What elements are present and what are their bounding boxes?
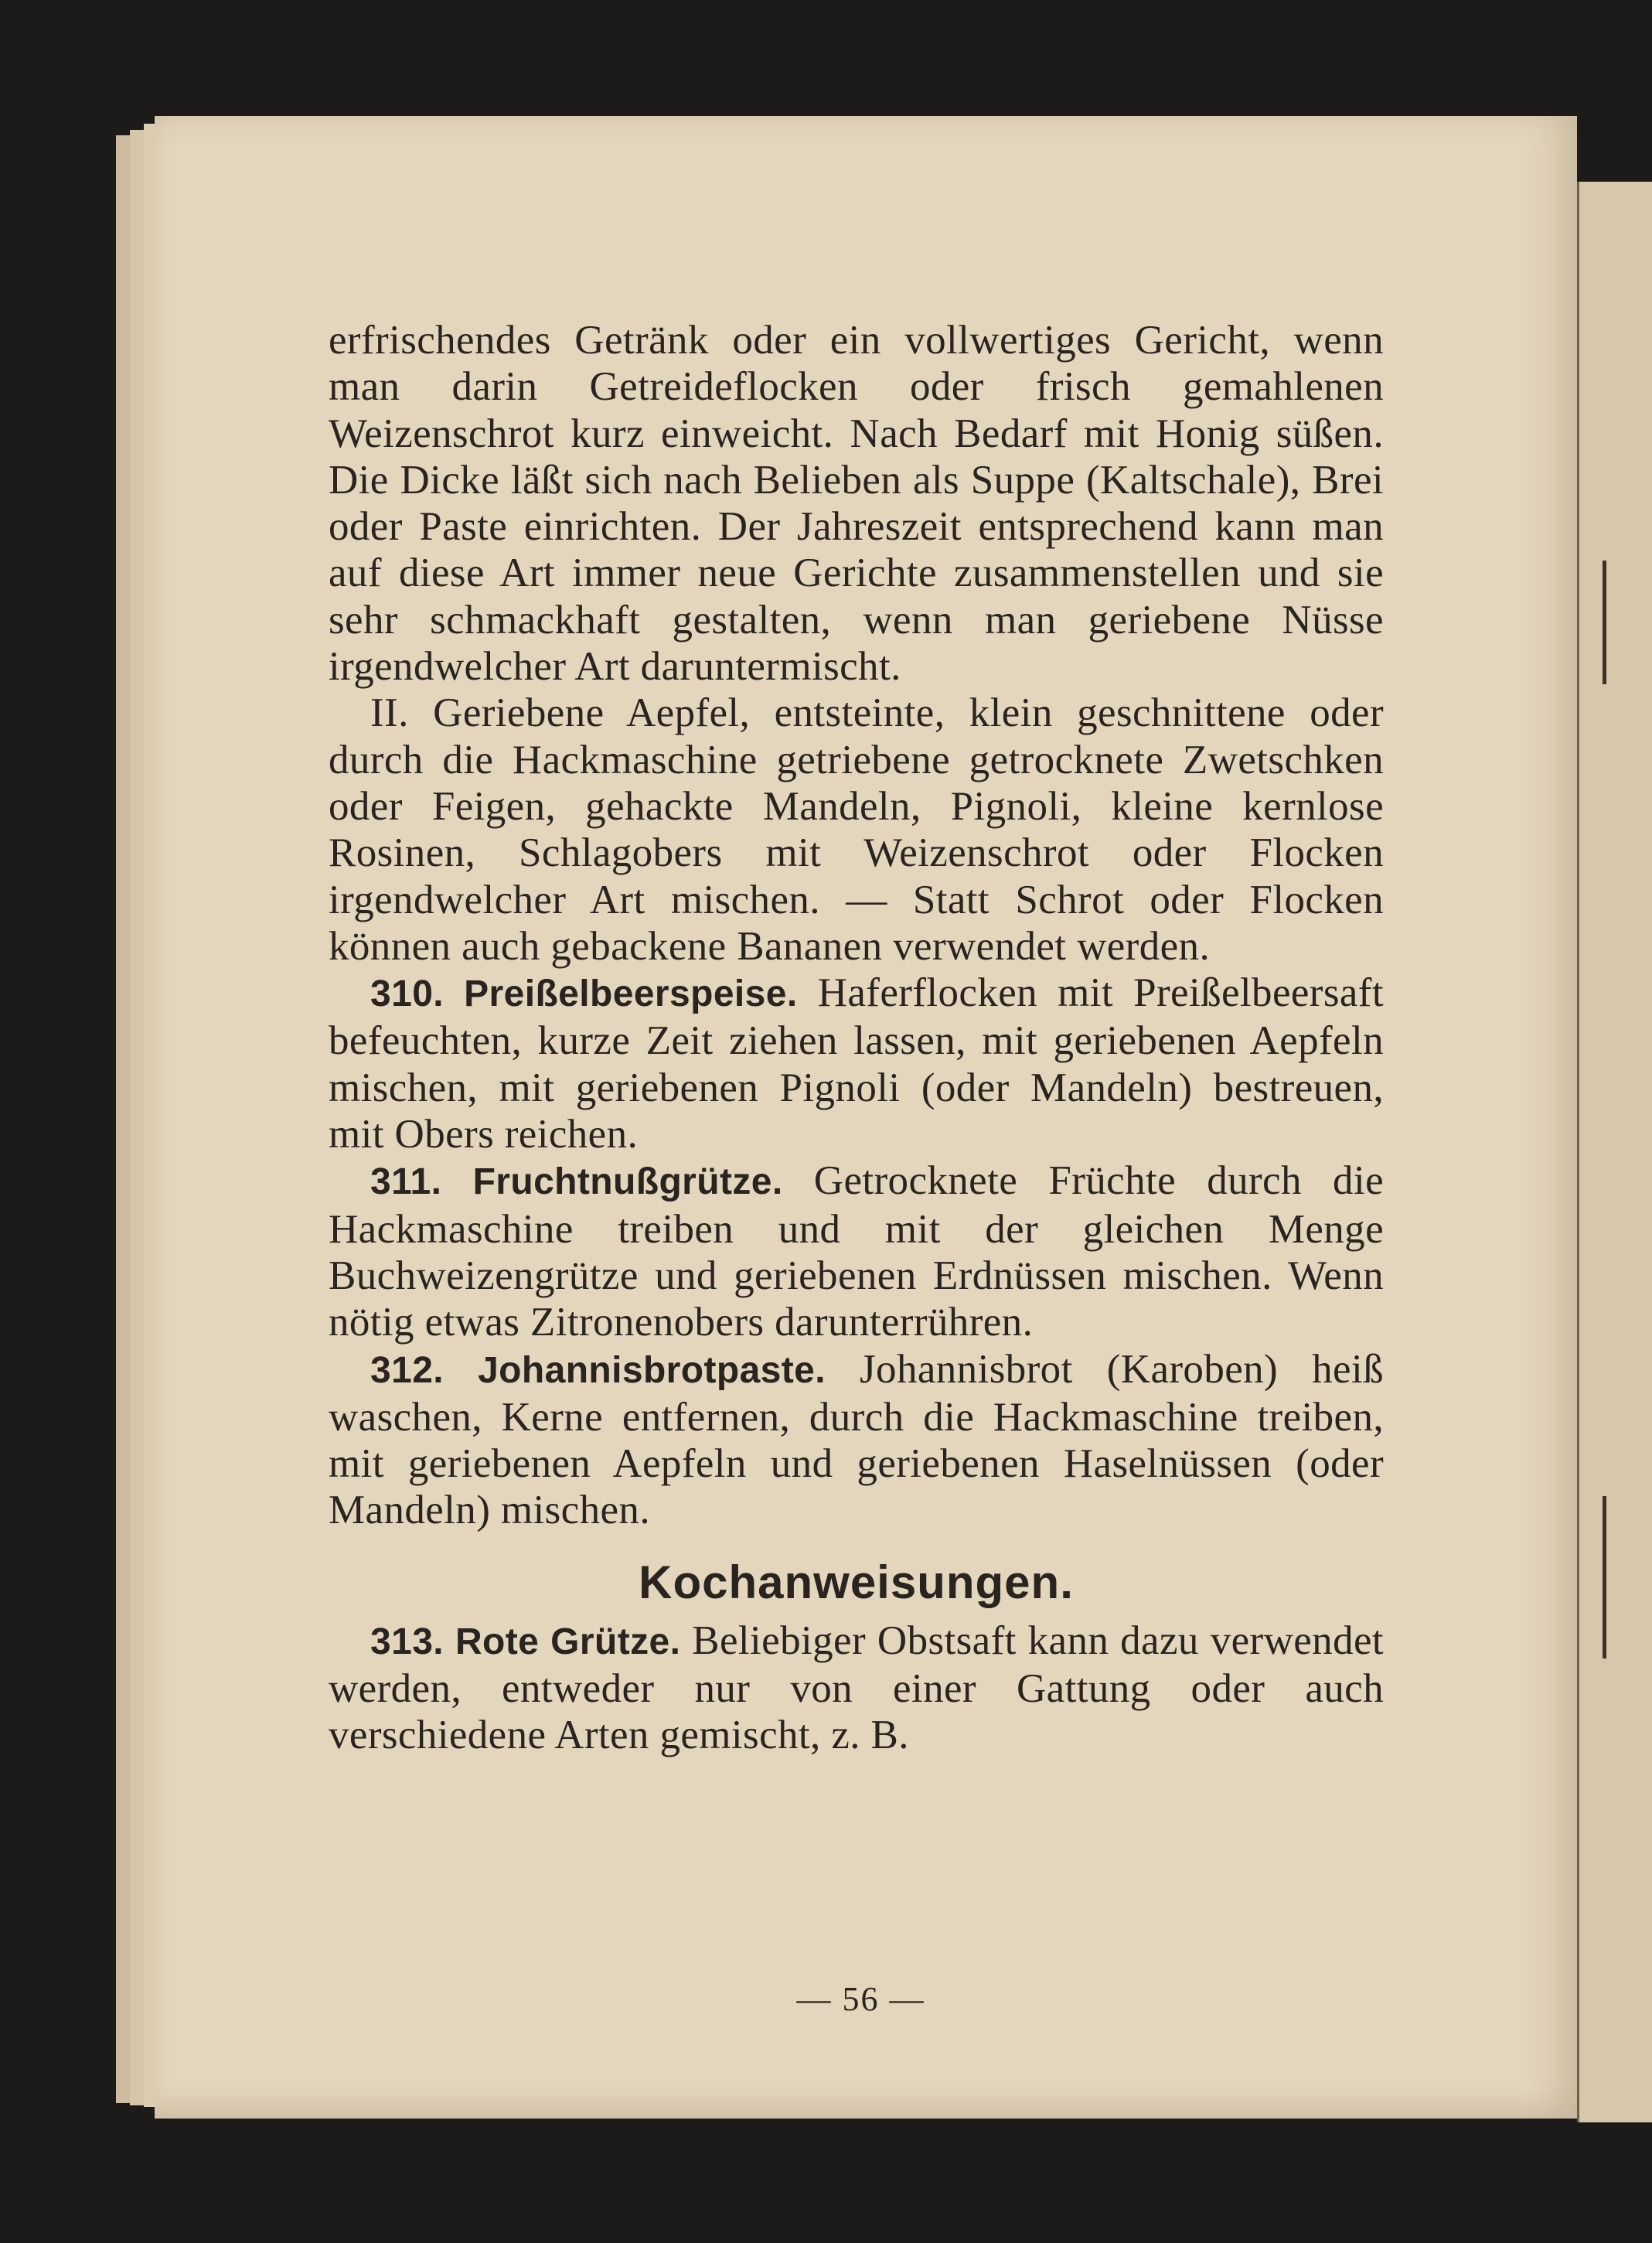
section-heading: Kochanweisungen. [639, 1556, 1074, 1608]
recipe-text: Haferflocken mit Preißelbeersaft befeuchten, kurze Zeit ziehen lassen, mit geriebenen Aepfeln mischen, mit geriebenen Pignoli (oder Mandeln) bestreuen, mit Obers reichen. [329, 970, 1384, 1157]
intro-paragraph-1: erfrischendes Getränk oder ein vollwertiges Gericht, wenn man darin Getreideflocken oder frisch gemahlenen Weizenschrot kurz einweicht. Nach Bedarf mit Honig süßen. Die Dicke läßt sich nach Belieben als Suppe (Kaltschale), Brei oder Paste einrichten. Der Jahreszeit entsprechend kann man auf diese Art immer neue Gerichte zusammenstellen und sie sehr schmackhaft gestalten, wenn man geriebene Nüsse irgendwelcher Art daruntermischt. [329, 318, 1384, 690]
recipe-number: 311. [370, 1161, 442, 1203]
recipe-text: Getrocknete Früchte durch die Hackmaschine treiben und mit der gleichen Menge Buchweizengrütze und geriebenen Erdnüssen mischen. Wenn nötig etwas Zitronenobers darunterrühren. [329, 1158, 1384, 1345]
recipe-310 [329, 970, 1384, 1157]
margin-mark [1603, 561, 1606, 684]
facing-page-sliver [1577, 182, 1652, 2122]
page-text [329, 317, 1384, 1759]
recipe-number: 312. [370, 1349, 445, 1391]
recipe-title: Johannisbrotpaste. [478, 1349, 826, 1391]
recipe-313 [329, 1617, 1384, 1759]
recipe-text: Beliebiger Obstsaft kann dazu verwendet werden, entweder nur von einer Gattung oder auch verschiedene Arten gemischt, z. B. [329, 1617, 1385, 1758]
recipe-number: 310. [370, 973, 445, 1015]
page-number: — 56 — [796, 1980, 925, 2018]
recipe-title: Fruchtnußgrütze. [472, 1161, 783, 1203]
recipe-text: Johannisbrot (Karoben) heiß waschen, Kerne entfernen, durch die Hackmaschine treiben, mit geriebenen Aepfeln und geriebenen Haselnüssen (oder Mandeln) mischen. [329, 1346, 1384, 1533]
recipe-number: 313. [370, 1621, 445, 1662]
recipe-311 [329, 1157, 1384, 1345]
intro-paragraph-2: II. Geriebene Aepfel, entsteinte, klein geschnittene oder durch die Hackmaschine getriebene getrocknete Zwetschken oder Feigen, gehackte Mandeln, Pignoli, kleine kernlose Rosinen, Schlagobers mit Weizenschrot oder Flocken irgendwelcher Art mischen. — Statt Schrot oder Flocken können auch gebackene Bananen verwendet werden. [329, 690, 1384, 969]
recipe-title: Preißelbeerspeise. [464, 973, 798, 1015]
recipe-title: Rote Grütze. [455, 1621, 681, 1662]
recipe-312 [329, 1346, 1384, 1534]
margin-mark [1603, 1496, 1606, 1658]
